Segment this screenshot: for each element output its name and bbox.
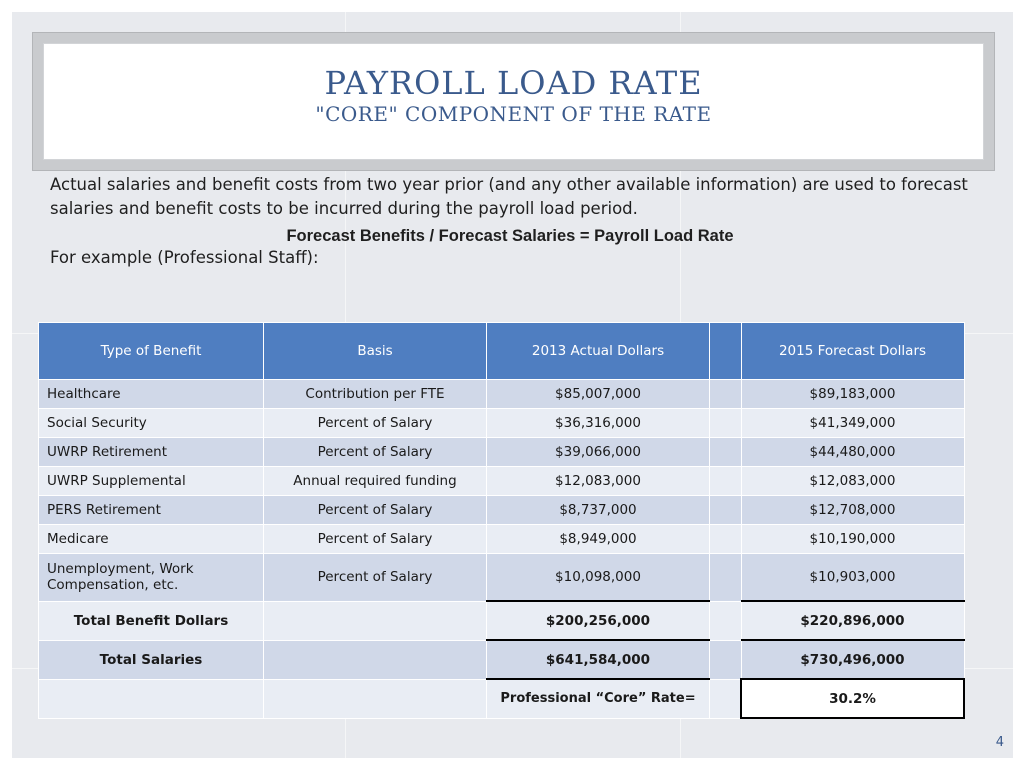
table-row [39, 554, 965, 602]
table-row [39, 409, 965, 438]
cell-benefit: Unemployment, Work Compensation, etc. [39, 554, 264, 602]
cell-empty [264, 601, 487, 640]
rate-row [39, 679, 965, 718]
cell-gap [710, 496, 742, 525]
table-row [39, 525, 965, 554]
cell-benefit: UWRP Supplemental [39, 467, 264, 496]
slide-title: PAYROLL LOAD RATE [324, 64, 703, 102]
cell-actual: $36,316,000 [487, 409, 710, 438]
cell-gap [710, 554, 742, 602]
cell-actual: $8,737,000 [487, 496, 710, 525]
total-salaries-actual: $641,584,000 [487, 640, 710, 679]
cell-actual: $10,098,000 [487, 554, 710, 602]
page-number: 4 [995, 735, 1004, 750]
table-row [39, 380, 965, 409]
cell-benefit: Medicare [39, 525, 264, 554]
cell-basis: Annual required funding [264, 467, 487, 496]
cell-actual: $85,007,000 [487, 380, 710, 409]
cell-basis: Percent of Salary [264, 438, 487, 467]
cell-empty [39, 679, 264, 718]
benefits-table [38, 322, 965, 719]
table-row [39, 467, 965, 496]
total-salaries-label: Total Salaries [39, 640, 264, 679]
title-frame [32, 32, 995, 171]
cell-empty [264, 679, 487, 718]
cell-basis: Percent of Salary [264, 525, 487, 554]
title-box [43, 43, 984, 160]
cell-actual: $39,066,000 [487, 438, 710, 467]
cell-basis: Percent of Salary [264, 496, 487, 525]
total-salaries-row [39, 640, 965, 679]
core-rate-label: Professional “Core” Rate= [487, 679, 710, 718]
cell-gap [710, 601, 742, 640]
total-benefits-forecast: $220,896,000 [741, 601, 964, 640]
formula: Forecast Benefits / Forecast Salaries = Payroll Load Rate [286, 227, 734, 245]
cell-forecast: $44,480,000 [741, 438, 964, 467]
header-2013-actual: 2013 Actual Dollars [487, 323, 710, 380]
header-type-of-benefit: Type of Benefit [39, 323, 264, 380]
cell-basis: Percent of Salary [264, 409, 487, 438]
header-2015-forecast: 2015 Forecast Dollars [741, 323, 964, 380]
example-label: For example (Professional Staff): [50, 248, 319, 267]
cell-forecast: $12,708,000 [741, 496, 964, 525]
total-benefits-actual: $200,256,000 [487, 601, 710, 640]
cell-gap [710, 640, 742, 679]
table-row [39, 438, 965, 467]
cell-gap [710, 525, 742, 554]
cell-gap [710, 679, 742, 718]
total-salaries-forecast: $730,496,000 [741, 640, 964, 679]
cell-benefit: Social Security [39, 409, 264, 438]
cell-actual: $8,949,000 [487, 525, 710, 554]
cell-gap [710, 438, 742, 467]
cell-benefit: UWRP Retirement [39, 438, 264, 467]
cell-forecast: $89,183,000 [741, 380, 964, 409]
cell-benefit: PERS Retirement [39, 496, 264, 525]
header-gap [710, 323, 742, 380]
cell-empty [264, 640, 487, 679]
cell-gap [710, 380, 742, 409]
cell-basis: Contribution per FTE [264, 380, 487, 409]
cell-benefit: Healthcare [39, 380, 264, 409]
slide-subtitle: "CORE" COMPONENT OF THE RATE [315, 102, 712, 126]
intro-paragraph: Actual salaries and benefit costs from two year prior (and any other available information) are used to forecast salaries and benefit costs to be incurred during the payroll load period. [50, 175, 968, 218]
cell-gap [710, 409, 742, 438]
core-rate-value: 30.2% [741, 679, 964, 718]
cell-gap [710, 467, 742, 496]
table-row [39, 496, 965, 525]
total-benefits-row [39, 601, 965, 640]
cell-basis: Percent of Salary [264, 554, 487, 602]
cell-forecast: $10,190,000 [741, 525, 964, 554]
cell-actual: $12,083,000 [487, 467, 710, 496]
table-header-row [39, 323, 965, 380]
cell-forecast: $10,903,000 [741, 554, 964, 602]
cell-forecast: $12,083,000 [741, 467, 964, 496]
header-basis: Basis [264, 323, 487, 380]
body-text [50, 173, 970, 269]
cell-forecast: $41,349,000 [741, 409, 964, 438]
total-benefits-label: Total Benefit Dollars [39, 601, 264, 640]
